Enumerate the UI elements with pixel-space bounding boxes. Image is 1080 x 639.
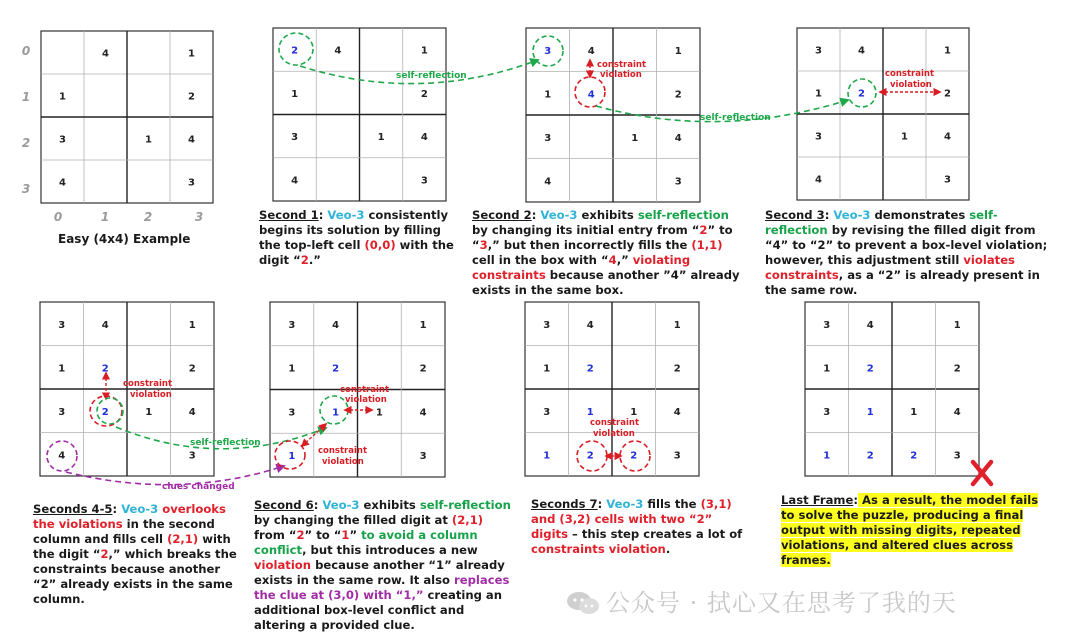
- cell-last-0-0: 3: [823, 319, 831, 331]
- caption-segment: 2: [699, 223, 708, 237]
- caption-segment: by revising the filled digit from “4” to “2” to prevent a box-level violation; however, this adjustment still: [765, 223, 1048, 267]
- cell-s45-1-0: 1: [58, 363, 66, 375]
- caption-segment: (1,1): [691, 238, 723, 252]
- caption-segment: ,”: [616, 253, 633, 267]
- caption-segment: self-reflection: [765, 208, 998, 237]
- row-index-2: 2: [21, 136, 31, 150]
- cell-easy-3-0: 4: [59, 177, 66, 189]
- caption-segment: – this step creates a lot of: [568, 527, 743, 541]
- s2-constraint-label-2: violation: [600, 70, 642, 80]
- cell-s1-0-3: 1: [420, 45, 428, 57]
- s6-constraint-label-4: violation: [322, 457, 364, 467]
- caption-segment: consistently begins its solution by filling the top-left cell: [259, 208, 449, 252]
- caption-segment: with the digit “: [259, 238, 454, 267]
- caption-segment: .: [665, 542, 671, 556]
- cell-easy-1-0: 1: [59, 91, 66, 103]
- cell-s3-1-1: 2: [858, 88, 865, 100]
- cell-last-3-0: 1: [823, 450, 831, 462]
- caption-segment: violates constraints: [765, 253, 1015, 282]
- caption-segment: by changing the filled digit at: [254, 513, 452, 527]
- cell-easy-2-3: 4: [188, 134, 195, 146]
- watermark: [566, 583, 957, 618]
- s6-constraint-label-2: violation: [345, 395, 387, 405]
- caption-segment: 2: [300, 253, 309, 267]
- caption-second-3: Second 3: Veo-3 demonstrates self-reflection by revising the filled digit from “4” to “2” to prevent a box-level violation; however, this adjustment still violates constraints, as a “2” is already present in the same row.: [765, 208, 1048, 297]
- cell-s7-0-0: 3: [543, 319, 551, 331]
- cell-s1-2-0: 3: [291, 132, 299, 144]
- cell-s6-3-3: 3: [419, 451, 427, 463]
- caption-segment: from “: [254, 528, 297, 542]
- caption-label: Seconds 4-5: [33, 502, 113, 516]
- caption-segment: with the digit “: [33, 532, 231, 561]
- caption-segment: ,” which breaks the constraints because another “2” already exists in the same column.: [33, 547, 237, 606]
- cell-s2-2-3: 4: [674, 132, 682, 144]
- caption-segment: , as a “2” is already present in the same row.: [765, 268, 1040, 297]
- cell-s7-3-1: 2: [586, 450, 594, 462]
- cell-s2-1-0: 1: [544, 89, 552, 101]
- cell-s1-3-3: 3: [420, 175, 428, 187]
- cell-s6-1-1: 2: [332, 363, 340, 375]
- cell-s1-2-3: 4: [420, 132, 428, 144]
- caption-last-frame: Last Frame: As a result, the model fails to solve the puzzle, producing a final output with missing digits, repeated violations, and altered clues across frames.: [781, 493, 1039, 567]
- cell-last-0-3: 1: [953, 319, 961, 331]
- caption-segment: because another “1” already exists in the same row. It also: [254, 558, 505, 587]
- cell-s1-0-1: 4: [334, 45, 342, 57]
- caption-segment: exhibits: [577, 208, 638, 222]
- cell-s7-3-2: 2: [630, 450, 638, 462]
- cell-s6-2-3: 4: [419, 407, 427, 419]
- caption-segment: 1: [341, 528, 350, 542]
- s3-constraint-label-2: violation: [890, 80, 932, 90]
- caption-segment: ” to “: [304, 528, 342, 542]
- cell-easy-0-1: 4: [102, 48, 109, 60]
- caption-seconds-7: Seconds 7: Veo-3 fills the (3,1) and (3,2) cells with two “2” digits – this step creates a lot of constraints violation.: [531, 497, 743, 556]
- cell-last-0-1: 4: [866, 319, 874, 331]
- s6-constraint-label-1: constraint: [340, 385, 390, 395]
- cell-s45-0-1: 4: [101, 319, 109, 331]
- caption-segment: 2: [100, 547, 109, 561]
- example-caption: Easy (4x4) Example: [58, 232, 191, 246]
- caption-segment: As a result, the model fails to solve the puzzle, producing a final output with missing digits, repeated violations, and altered clues across frames.: [781, 493, 1039, 567]
- cell-s2-2-2: 1: [631, 132, 639, 144]
- cell-s2-1-1: 4: [587, 89, 595, 101]
- sudoku-grid-s45: [40, 302, 214, 476]
- caption-seconds-4-5: Seconds 4-5: Veo-3 overlooks the violations in the second column and fills cell (2,1) with the digit “2,” which breaks the constraints because another “2” already exists in the same column.: [33, 502, 237, 606]
- cell-s3-1-3: 2: [944, 88, 951, 100]
- caption-segment: by changing its initial entry from “: [472, 223, 700, 237]
- s6-constraint-label-3: constraint: [318, 446, 368, 456]
- cell-easy-2-2: 1: [145, 134, 152, 146]
- cell-s6-0-0: 3: [288, 319, 296, 331]
- cell-s3-3-0: 4: [815, 174, 822, 186]
- sudoku-grid-s3: [797, 28, 969, 200]
- caption-segment: 4: [608, 253, 617, 267]
- caption-segment: Veo-3: [327, 208, 365, 222]
- sudoku-grid-s7: [525, 302, 699, 476]
- cell-s1-2-2: 1: [377, 132, 385, 144]
- s7-constraint-label-2: violation: [593, 429, 635, 439]
- watermark-text: 公众号 · 拭心又在思考了我的天: [606, 589, 957, 617]
- cell-s45-2-2: 1: [145, 406, 153, 418]
- cell-s7-2-2: 1: [630, 406, 638, 418]
- caption-segment: (2,1): [451, 513, 484, 527]
- caption-segment: replaces the clue at (3,0) with “1,”: [254, 573, 510, 602]
- caption-segment: ” to “: [472, 223, 733, 252]
- caption-segment: demonstrates: [870, 208, 970, 222]
- sudoku-grid-last: [805, 302, 979, 476]
- cell-easy-1-3: 2: [188, 91, 195, 103]
- caption-second-2: Second 2: Veo-3 exhibits self-reflection by changing its initial entry from “2” to “3,” but then incorrectly fills the (1,1) cell in the box with “4,” violating constraints because another ”4” already exists in the same box.: [472, 208, 740, 297]
- cell-s45-2-1: 2: [101, 406, 109, 418]
- cell-s7-2-0: 3: [543, 406, 551, 418]
- cell-s2-0-1: 4: [587, 45, 595, 57]
- cell-s45-2-0: 3: [58, 406, 66, 418]
- s45-constraint-label-2: violation: [130, 390, 172, 400]
- col-index-2: 2: [143, 210, 153, 224]
- cell-s45-0-0: 3: [58, 319, 66, 331]
- caption-segment: self-reflection: [637, 208, 729, 222]
- caption-segment: Veo-3: [322, 498, 360, 512]
- cell-s6-2-2: 1: [375, 407, 383, 419]
- cell-s7-1-3: 2: [673, 363, 681, 375]
- cell-s6-1-3: 2: [419, 363, 427, 375]
- cell-s6-3-0: 1: [288, 451, 296, 463]
- cell-s7-2-3: 4: [673, 406, 681, 418]
- cell-s7-3-3: 3: [673, 450, 681, 462]
- caption-label: Second 1: [259, 208, 319, 222]
- cell-easy-3-3: 3: [188, 177, 195, 189]
- cell-last-1-0: 1: [823, 363, 831, 375]
- cell-s3-2-3: 4: [944, 131, 951, 143]
- cell-s1-1-0: 1: [291, 88, 299, 100]
- caption-segment: self-reflection: [419, 498, 511, 512]
- cell-s3-1-0: 1: [815, 88, 822, 100]
- row-index-3: 3: [21, 182, 31, 196]
- col-index-1: 1: [100, 210, 110, 224]
- row-index-1: 1: [21, 90, 31, 104]
- row-index-0: 0: [21, 44, 31, 58]
- caption-label: Seconds 7: [531, 497, 598, 511]
- cell-s1-0-0: 2: [291, 45, 299, 57]
- caption-segment: cell in the box with “: [472, 253, 609, 267]
- cell-s3-0-1: 4: [858, 45, 865, 57]
- caption-second-1: Second 1: Veo-3 consistently begins its solution by filling the top-left cell (0,0) with the digit “2.”: [259, 208, 454, 267]
- cell-s3-2-0: 3: [815, 131, 822, 143]
- caption-label: Second 2: [472, 208, 532, 222]
- caption-segment: Veo-3: [121, 502, 159, 516]
- caption-segment: ,” but then incorrectly fills the: [487, 238, 692, 252]
- s1-self-reflection-label: self-reflection: [396, 71, 467, 81]
- caption-segment: 3: [479, 238, 488, 252]
- cell-s3-3-3: 3: [944, 174, 951, 186]
- cell-last-2-2: 1: [910, 406, 918, 418]
- caption-segment: creating an additional box-level conflict and altering a provided clue.: [254, 588, 502, 632]
- caption-label: Last Frame: [781, 493, 854, 507]
- cell-easy-2-0: 3: [59, 134, 66, 146]
- cell-last-2-3: 4: [953, 406, 961, 418]
- cell-s2-0-0: 3: [544, 45, 552, 57]
- caption-second-6: Second 6: Veo-3 exhibits self-reflection by changing the filled digit at (2,1) from “2” to “1” to avoid a column conflict, but this introduces a new violation because another “1” already exists in the same row. It also replaces the clue at (3,0) with “1,” creating an additional box-level conflict and altering a provided clue.: [254, 498, 511, 632]
- sudoku-grid-s2: [526, 28, 700, 202]
- cell-s6-2-1: 1: [332, 407, 340, 419]
- caption-segment: (2,1): [167, 532, 199, 546]
- caption-segment: 2: [296, 528, 305, 542]
- caption-segment: because another ”4” already exists in the same box.: [472, 268, 740, 297]
- s45-constraint-label-1: constraint: [123, 379, 173, 389]
- caption-segment: in the second column and fills cell: [33, 517, 215, 546]
- caption-segment: fills the: [643, 497, 701, 511]
- caption-segment: .”: [308, 253, 321, 267]
- caption-segment: violation: [254, 558, 312, 572]
- wechat-logo-icon: [566, 591, 600, 615]
- cell-s6-0-1: 4: [332, 319, 340, 331]
- col-index-3: 3: [194, 210, 204, 224]
- cell-s45-3-3: 3: [188, 450, 196, 462]
- caption-segment: Veo-3: [833, 208, 871, 222]
- cell-s7-0-3: 1: [673, 319, 681, 331]
- cell-s2-2-0: 3: [544, 132, 552, 144]
- caption-body: [33, 502, 237, 606]
- caption-segment: constraints violation: [531, 542, 666, 556]
- cell-s6-0-3: 1: [419, 319, 427, 331]
- sudoku-grid-easy: [41, 31, 213, 203]
- cell-last-2-1: 1: [866, 406, 874, 418]
- cell-s7-2-1: 1: [586, 406, 594, 418]
- cell-s3-2-2: 1: [901, 131, 908, 143]
- s45-self-reflection-label: self-reflection: [190, 438, 261, 448]
- cell-s45-1-1: 2: [101, 363, 109, 375]
- cell-s1-3-0: 4: [291, 175, 299, 187]
- cell-s2-0-3: 1: [674, 45, 682, 57]
- sudoku-grid-s1: [273, 28, 446, 201]
- cell-last-3-1: 2: [866, 450, 874, 462]
- col-index-0: 0: [53, 210, 63, 224]
- cell-s6-2-0: 3: [288, 407, 296, 419]
- cell-s7-3-0: 1: [543, 450, 551, 462]
- cell-s2-3-3: 3: [674, 176, 682, 188]
- caption-segment: ”: [349, 528, 362, 542]
- cell-last-2-0: 3: [823, 406, 831, 418]
- cell-s45-2-3: 4: [188, 406, 196, 418]
- caption-label: Second 6: [254, 498, 314, 512]
- cell-s7-0-1: 4: [586, 319, 594, 331]
- s3-constraint-label-1: constraint: [885, 69, 935, 79]
- cell-s7-1-0: 1: [543, 363, 551, 375]
- s7-constraint-label-1: constraint: [590, 418, 640, 428]
- caption-segment: violating constraints: [472, 253, 691, 282]
- caption-segment: Veo-3: [606, 497, 644, 511]
- cell-last-3-3: 3: [953, 450, 961, 462]
- caption-segment: exhibits: [359, 498, 420, 512]
- s2-constraint-label-1: constraint: [597, 60, 647, 70]
- caption-segment: , but this introduces a new: [302, 543, 478, 557]
- caption-segment: (0,0): [364, 238, 396, 252]
- cell-s45-0-3: 1: [188, 319, 196, 331]
- cell-s3-0-3: 1: [944, 45, 951, 57]
- cell-s2-1-3: 2: [674, 89, 682, 101]
- cell-last-1-3: 2: [953, 363, 961, 375]
- s45-clues-changed-label: clues changed: [162, 482, 235, 492]
- cell-last-3-2: 2: [910, 450, 918, 462]
- caption-segment: (3,1) and (3,2) cells with two “2” digits: [531, 497, 732, 541]
- s2-self-reflection-label: self-reflection: [700, 113, 771, 123]
- caption-segment: to avoid a column conflict: [254, 528, 478, 557]
- caption-segment: Veo-3: [540, 208, 578, 222]
- cell-s6-1-0: 1: [288, 363, 296, 375]
- caption-body: [254, 498, 511, 632]
- cell-last-1-1: 2: [866, 363, 874, 375]
- cell-s45-3-0: 4: [58, 450, 66, 462]
- caption-label: Second 3: [765, 208, 825, 222]
- cell-s1-1-3: 2: [420, 88, 428, 100]
- cell-s3-0-0: 3: [815, 45, 822, 57]
- caption-segment: overlooks the violations: [33, 502, 226, 531]
- cell-s7-1-1: 2: [586, 363, 594, 375]
- cell-easy-0-3: 1: [188, 48, 195, 60]
- cell-s2-3-0: 4: [544, 176, 552, 188]
- cell-s45-1-3: 2: [188, 363, 196, 375]
